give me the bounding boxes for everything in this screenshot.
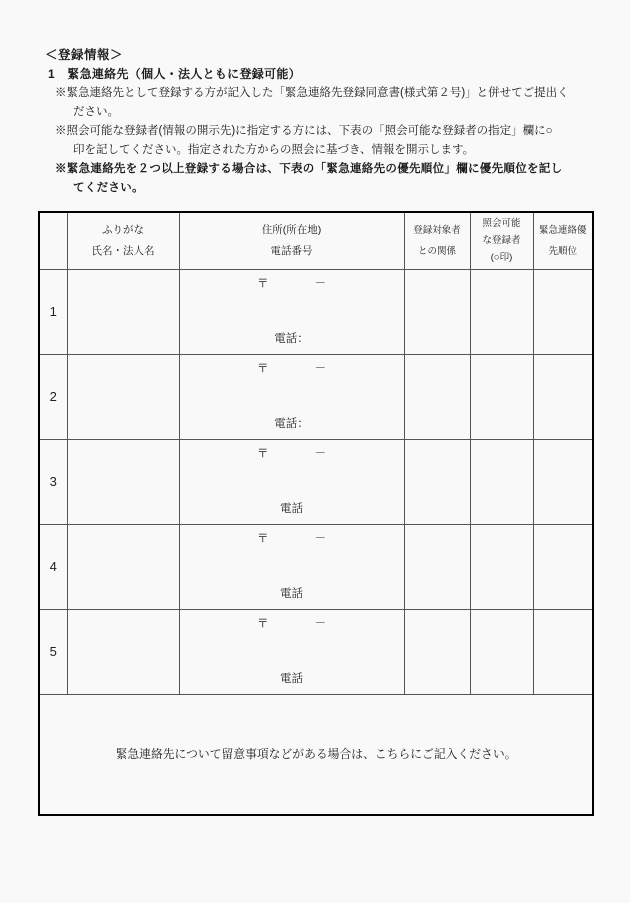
postal-code-label: 〒 －: [257, 617, 326, 630]
inquiry-mark-input-cell-1[interactable]: [470, 269, 533, 354]
col-header-address: [179, 212, 404, 269]
postal-code-label: 〒 －: [257, 447, 326, 460]
postal-code-label: 〒 －: [257, 277, 326, 290]
table-row: [39, 609, 593, 694]
col-header-priority-line1: 緊急連絡優: [538, 224, 587, 236]
inquiry-mark-input-cell-3[interactable]: [470, 439, 533, 524]
col-header-relation: [404, 212, 470, 269]
col-header-inquiry-line2: な登録者: [482, 235, 521, 247]
col-header-relation-line2: との関係: [417, 245, 456, 257]
priority-input-cell-2[interactable]: [533, 354, 593, 439]
table-row: [39, 354, 593, 439]
inquiry-mark-input-cell-5[interactable]: [470, 609, 533, 694]
remarks-label: 緊急連絡先について留意事項などがある場合は、こちらにご記入ください。: [115, 747, 517, 762]
name-input-cell-2[interactable]: [67, 354, 179, 439]
priority-input-cell-1[interactable]: [533, 269, 593, 354]
col-header-priority: [533, 212, 593, 269]
row-number-3: 3: [39, 439, 67, 524]
phone-label: 電話：: [274, 332, 309, 345]
note-line-2-cont: 印を記してください。指定された方からの照会に基づき、情報を開示します。: [73, 144, 475, 156]
name-input-cell-3[interactable]: [67, 439, 179, 524]
col-header-inquiry-line1: 照会可能: [482, 218, 521, 230]
col-header-address-line1: 住所(所在地): [261, 223, 322, 236]
col-header-inquiry: [470, 212, 533, 269]
section-title: ＜登録情報＞: [45, 48, 124, 62]
row-number-5: 5: [39, 609, 67, 694]
col-header-name: [67, 212, 179, 269]
address-input-cell-2[interactable]: [179, 354, 404, 439]
priority-input-cell-3[interactable]: [533, 439, 593, 524]
relation-input-cell-2[interactable]: [404, 354, 470, 439]
col-header-relation-line1: 登録対象者: [413, 224, 461, 236]
address-input-cell-3[interactable]: [179, 439, 404, 524]
table-header-row: [39, 212, 593, 269]
remarks-input-cell[interactable]: [39, 694, 593, 815]
intro-text-block: [45, 46, 590, 198]
row-number-1: 1: [39, 269, 67, 354]
priority-input-cell-5[interactable]: [533, 609, 593, 694]
phone-label: 電話: [280, 502, 303, 515]
emergency-contact-table: [38, 211, 594, 816]
note-line-1: ※緊急連絡先として登録する方が記入した「緊急連絡先登録同意書(様式第２号)」と併せてご提出く: [55, 87, 569, 99]
col-header-name-line2: 氏名・法人名: [91, 244, 155, 257]
table-row: [39, 439, 593, 524]
remarks-row: [39, 694, 593, 815]
note-line-2: ※照会可能な登録者(情報の開示先)に指定する方には、下表の「照会可能な登録者の指定」欄に○: [55, 125, 553, 137]
relation-input-cell-5[interactable]: [404, 609, 470, 694]
note-line-3: ※緊急連絡先を２つ以上登録する場合は、下表の「緊急連絡先の優先順位」欄に優先順位を記し: [55, 163, 563, 175]
address-input-cell-5[interactable]: [179, 609, 404, 694]
col-header-number: [39, 212, 67, 269]
address-input-cell-1[interactable]: [179, 269, 404, 354]
name-input-cell-1[interactable]: [67, 269, 179, 354]
col-header-name-line1: ふりがな: [102, 223, 144, 236]
note-line-1-cont: ださい。: [73, 106, 119, 118]
name-input-cell-4[interactable]: [67, 524, 179, 609]
inquiry-mark-input-cell-4[interactable]: [470, 524, 533, 609]
relation-input-cell-3[interactable]: [404, 439, 470, 524]
relation-input-cell-1[interactable]: [404, 269, 470, 354]
note-line-3-cont: てください。: [73, 182, 144, 194]
col-header-address-line2: 電話番号: [270, 244, 313, 257]
phone-label: 電話: [280, 587, 303, 600]
relation-input-cell-4[interactable]: [404, 524, 470, 609]
priority-input-cell-4[interactable]: [533, 524, 593, 609]
row-number-2: 2: [39, 354, 67, 439]
phone-label: 電話: [280, 672, 303, 685]
name-input-cell-5[interactable]: [67, 609, 179, 694]
inquiry-mark-input-cell-2[interactable]: [470, 354, 533, 439]
address-input-cell-4[interactable]: [179, 524, 404, 609]
postal-code-label: 〒 －: [257, 362, 326, 375]
row-number-4: 4: [39, 524, 67, 609]
col-header-inquiry-line3: (○印): [490, 252, 513, 264]
postal-code-label: 〒 －: [257, 532, 326, 545]
item-heading: 1 緊急連絡先（個人・法人ともに登録可能）: [48, 67, 301, 81]
table-row: [39, 524, 593, 609]
table-row: [39, 269, 593, 354]
phone-label: 電話：: [274, 417, 309, 430]
col-header-priority-line2: 先順位: [548, 245, 577, 257]
